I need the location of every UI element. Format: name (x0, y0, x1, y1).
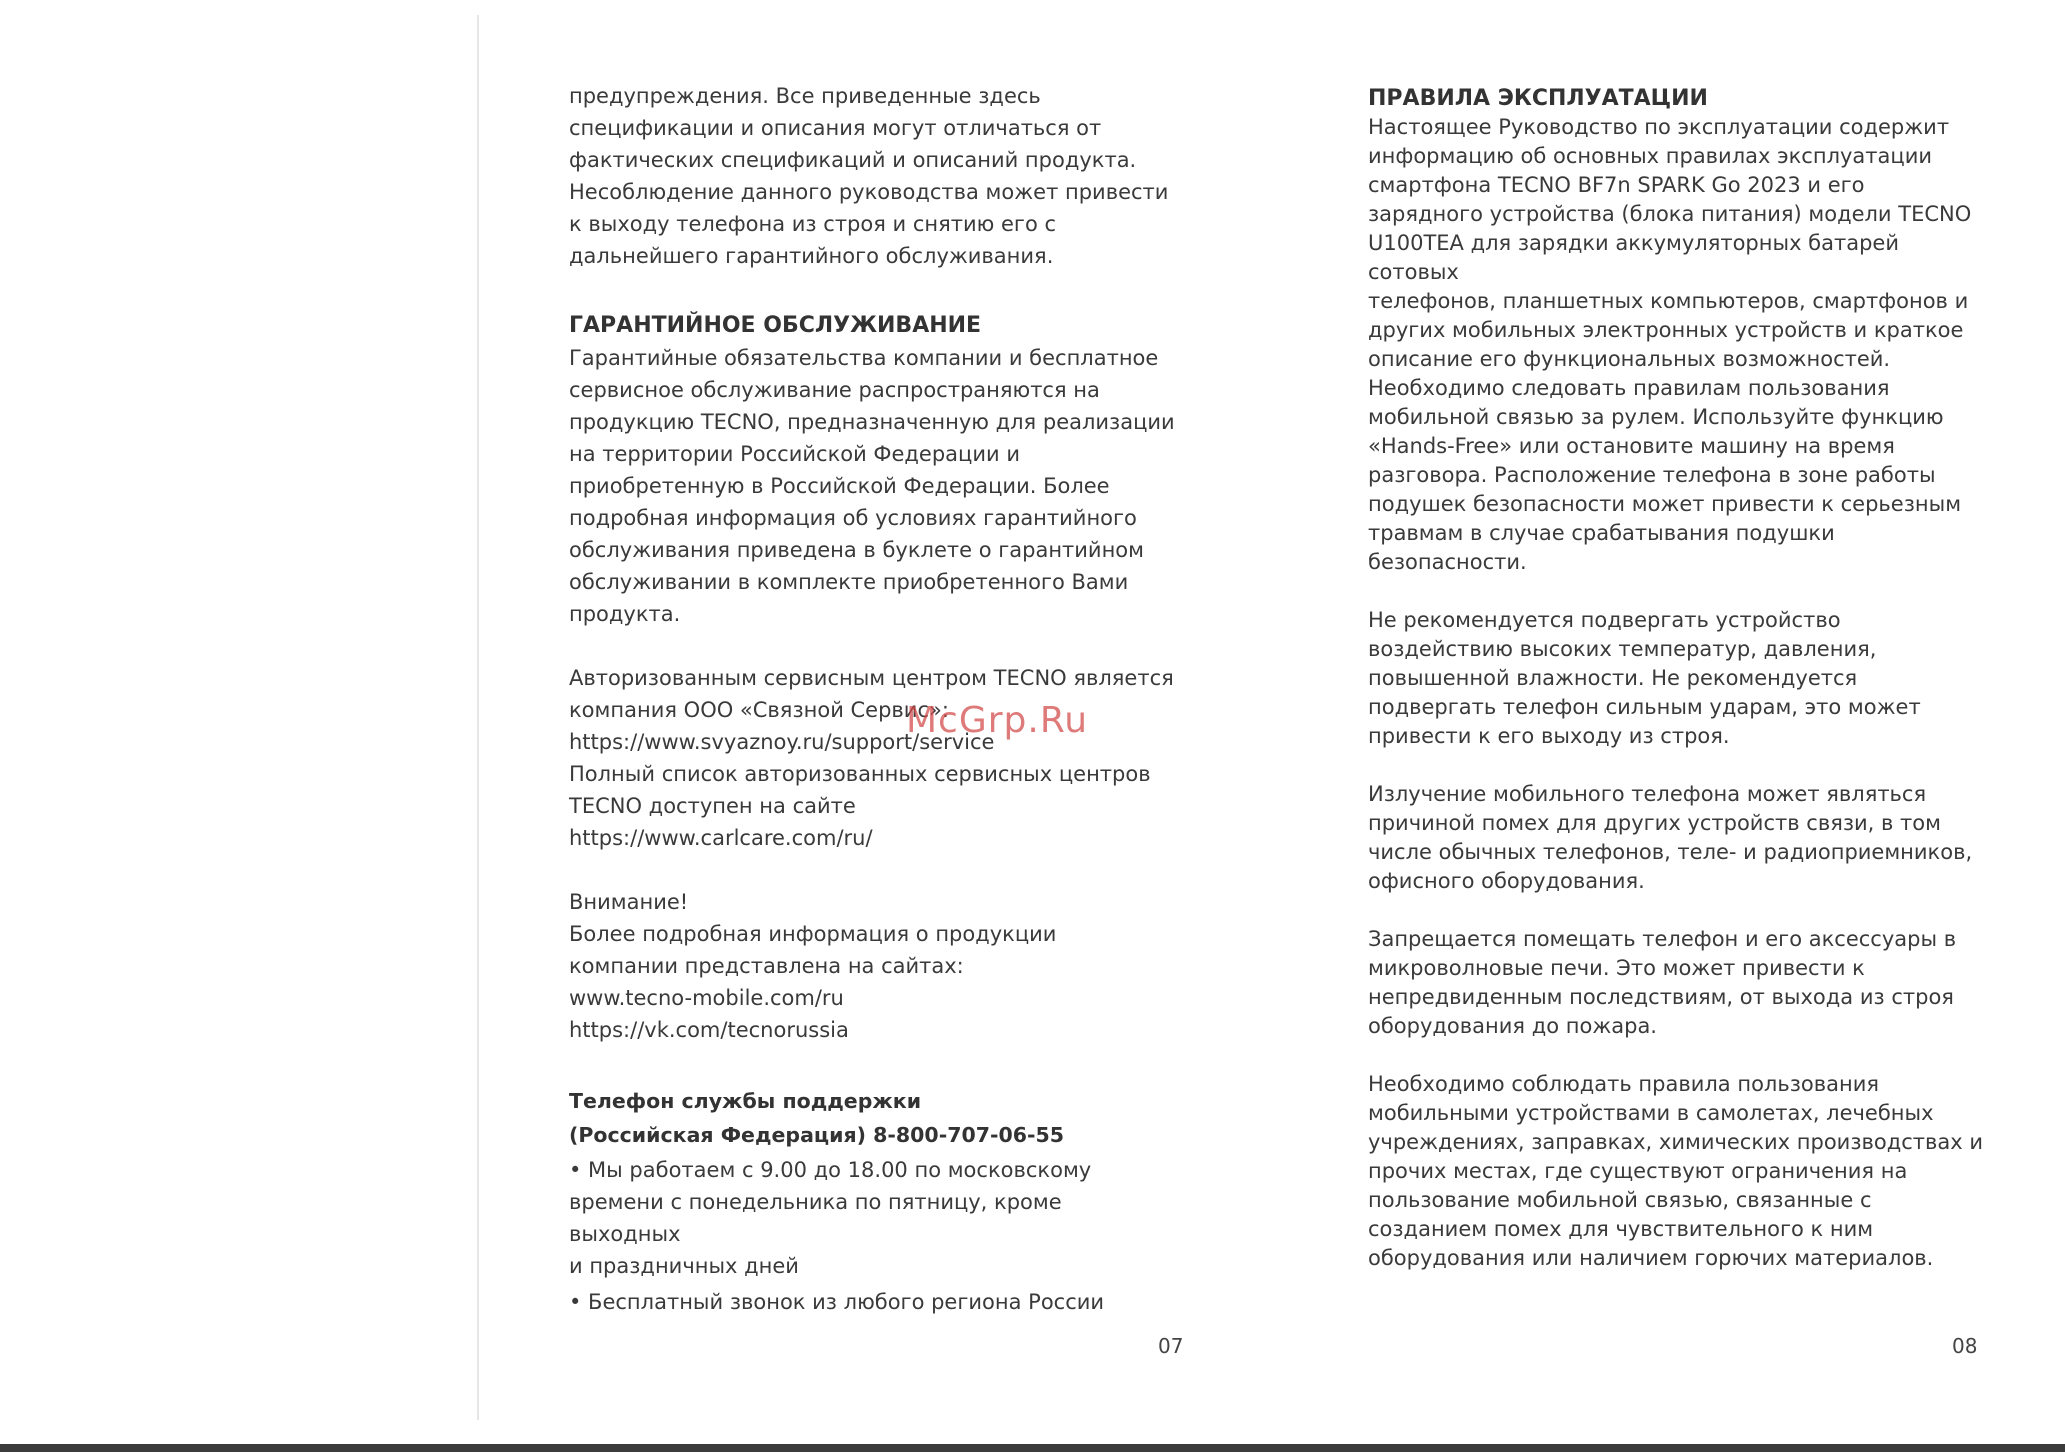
usage-paragraph-5: Необходимо соблюдать правила пользования мобильными устройствами в самолетах, лечебных учреждениях, заправках, химических производствах и прочих местах, где существуют ограничения на пользование мобильной связью, связанные с созданием помех для чувствительного к ним оборудования или наличием горючих материалов. (1368, 1072, 1984, 1270)
tecno-site-link[interactable]: www.tecno-mobile.com/ru (569, 986, 844, 1010)
list-item: • Бесплатный звонок из любого региона России (569, 1290, 1105, 1314)
carlcare-link[interactable]: https://www.carlcare.com/ru/ (569, 826, 873, 850)
left-page-text (569, 80, 1179, 1318)
list-item: • Мы работаем с 9.00 до 18.00 по московскому времени с понедельника по пятницу, кроме выходных и праздничных дней (569, 1158, 1092, 1278)
spread-edge-line (477, 15, 479, 1420)
support-bullet-list (569, 1154, 1179, 1318)
vk-link[interactable]: https://vk.com/tecnorussia (569, 1018, 849, 1042)
page-number-right: 08 (1952, 1334, 1978, 1358)
usage-paragraph-4: Запрещается помещать телефон и его аксессуары в микроволновые печи. Это может привести к непредвиденным последствиям, от выхода из строя оборудования до пожара. (1368, 927, 1957, 1038)
page-number-left: 07 (1158, 1334, 1184, 1358)
usage-paragraph-1: Настоящее Руководство по эксплуатации содержит информацию об основных правилах эксплуатации смартфона TECNO BF7n SPARK Go 2023 и его зарядного устройства (блока питания) модели TECNO U100TEA для зарядки аккумуляторных батарей сотовых телефонов, планшетных компьютеров, смартфонов и других мобильных электронных устройств и краткое описание его функциональных возможностей. Необходимо следовать правилам пользования мобильной связью за рулем. Используйте функцию «Hands-Free» или остановите машину на время разговора. Расположение телефона в зоне работы подушек безопасности может привести к серьезным травмам в случае срабатывания подушки безопасности. (1368, 115, 1972, 574)
bottom-edge-band (0, 1444, 2065, 1452)
right-page-text (1368, 84, 1990, 1273)
warranty-paragraph: Гарантийные обязательства компании и бесплатное сервисное обслуживание распространяются на продукцию TECNO, предназначенную для реализации на территории Российской Федерации и приобретенную в Российской Федерации. Более подробная информация об условиях гарантийного обслуживания приведена в буклете о гарантийном обслуживании в комплекте приобретенного Вами продукта. (569, 346, 1175, 626)
attention-paragraph: Внимание! Более подробная информация о продукции компании представлена на сайтах: www.tecno-mobile.com/ru https://vk.com/tecnorussia (569, 886, 1179, 1046)
usage-paragraph-3: Излучение мобильного телефона может являться причиной помех для других устройств связи, в том числе обычных телефонов, теле- и радиоприемников, офисного оборудования. (1368, 782, 1973, 893)
intro-paragraph: предупреждения. Все приведенные здесь спецификации и описания могут отличаться от фактических спецификаций и описаний продукта. Несоблюдение данного руководства может привести к выходу телефона из строя и снятию его с дальнейшего гарантийного обслуживания. (569, 84, 1169, 268)
svyaznoy-link[interactable]: https://www.svyaznoy.ru/support/service (569, 730, 995, 754)
support-heading: Телефон службы поддержки (Российская Федерация) 8-800-707-06-55 (569, 1089, 1065, 1147)
watermark: McGrp.Ru (906, 700, 1089, 741)
warranty-heading: ГАРАНТИЙНОЕ ОБСЛУЖИВАНИЕ (569, 313, 982, 338)
usage-rules-heading: ПРАВИЛА ЭКСПЛУАТАЦИИ (1368, 86, 1708, 111)
service-center-paragraph: Авторизованным сервисным центром TECNO является компания ООО «Связной Сервис»: https://www.svyaznoy.ru/support/service Полный список авторизованных сервисных центров TECNO доступен на сайте https://www.carlcare.com/ru/ (569, 662, 1179, 854)
usage-paragraph-2: Не рекомендуется подвергать устройство воздействию высоких температур, давления, повышенной влажности. Не рекомендуется подвергать телефон сильным ударам, это может привести к его выходу из строя. (1368, 608, 1921, 748)
